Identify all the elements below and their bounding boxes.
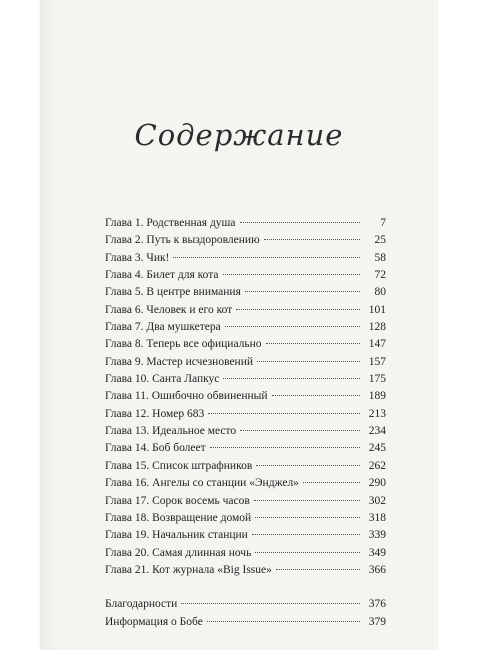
toc-label: Глава 4. Билет для кота	[105, 269, 219, 282]
toc-label: Глава 15. Список штрафников	[105, 459, 253, 472]
toc-label: Глава 3. Чик!	[105, 251, 170, 264]
toc-page-number: 302	[368, 494, 386, 507]
toc-label: Глава 9. Мастер исчезновений	[105, 355, 254, 368]
toc-label: Глава 10. Санта Лапкус	[105, 373, 220, 386]
toc-label: Глава 14. Боб болеет	[105, 442, 206, 455]
toc-page-number: 290	[368, 477, 386, 490]
toc-label: Глава 16. Ангелы со станции «Энджел»	[105, 477, 299, 490]
dot-leader	[240, 430, 360, 431]
toc-row-chapter-7	[105, 319, 386, 336]
table-of-contents	[105, 215, 386, 631]
dot-leader	[256, 465, 360, 466]
toc-row-chapter-20	[105, 545, 386, 562]
dot-leader	[303, 482, 360, 483]
toc-row-chapter-6	[105, 302, 386, 319]
dot-leader	[225, 326, 360, 327]
toc-label: Глава 12. Номер 683	[105, 407, 205, 420]
dot-leader	[173, 257, 360, 258]
toc-page-number: 7	[380, 217, 386, 229]
toc-page-number: 80	[374, 286, 386, 299]
toc-row-chapter-17	[105, 493, 386, 510]
toc-page-number: 213	[368, 407, 386, 420]
dot-leader	[207, 621, 360, 622]
page-title: Содержание	[134, 118, 344, 152]
toc-label: Глава 18. Возвращение домой	[105, 511, 252, 524]
toc-page-number: 72	[374, 269, 386, 282]
toc-label: Глава 5. В центре внимания	[105, 286, 241, 299]
toc-row-chapter-18	[105, 510, 386, 527]
toc-page-number: 147	[368, 338, 386, 351]
toc-page-number: 128	[368, 321, 386, 334]
toc-page-number: 234	[368, 425, 386, 438]
dot-leader	[257, 361, 360, 362]
dot-leader	[255, 517, 360, 518]
dot-leader	[223, 378, 360, 379]
toc-label: Глава 21. Кот журнала «Big Issue»	[105, 563, 272, 576]
dot-leader	[210, 447, 360, 448]
toc-row-chapter-14	[105, 440, 386, 457]
toc-page-number: 339	[368, 529, 386, 542]
toc-page-number: 157	[368, 355, 386, 368]
toc-label: Глава 11. Ошибочно обвиненный	[105, 390, 268, 403]
toc-row-chapter-12	[105, 406, 386, 423]
toc-page-number: 366	[368, 563, 386, 576]
toc-label: Глава 20. Самая длинная ночь	[105, 546, 252, 559]
toc-page-number: 245	[368, 442, 386, 455]
toc-row-chapter-9	[105, 354, 386, 371]
dot-leader	[252, 534, 360, 535]
toc-row-chapter-21	[105, 562, 386, 579]
section-gap	[105, 579, 386, 596]
toc-page-number: 101	[368, 303, 386, 316]
toc-label: Благодарности	[105, 598, 178, 611]
toc-row-acknowledgements	[105, 596, 386, 613]
dot-leader	[276, 569, 360, 570]
toc-label: Глава 2. Путь к выздоровлению	[105, 234, 260, 247]
toc-row-chapter-15	[105, 458, 386, 475]
toc-row-chapter-10	[105, 371, 386, 388]
dot-leader	[266, 343, 360, 344]
dot-leader	[255, 552, 360, 553]
toc-label: Информация о Бобе	[105, 615, 203, 628]
toc-label: Глава 7. Два мушкетера	[105, 321, 221, 334]
toc-label: Глава 1. Родственная душа	[105, 217, 236, 229]
toc-row-chapter-8	[105, 336, 386, 353]
dot-leader	[236, 309, 360, 310]
toc-row-chapter-11	[105, 388, 386, 405]
toc-label: Глава 19. Начальник станции	[105, 529, 248, 542]
toc-page-number: 175	[368, 373, 386, 386]
dot-leader	[181, 603, 360, 604]
dot-leader	[272, 395, 360, 396]
toc-row-chapter-19	[105, 527, 386, 544]
toc-page-number: 349	[368, 546, 386, 559]
toc-page-number: 262	[368, 459, 386, 472]
toc-row-chapter-1	[105, 215, 386, 232]
toc-row-chapter-16	[105, 475, 386, 492]
toc-page-number: 58	[374, 251, 386, 264]
toc-row-about-bob	[105, 614, 386, 631]
toc-page-number: 189	[368, 390, 386, 403]
dot-leader	[254, 500, 360, 501]
dot-leader	[240, 222, 361, 223]
toc-label: Глава 13. Идеальное место	[105, 425, 237, 438]
toc-label: Глава 8. Теперь все официально	[105, 338, 262, 351]
dot-leader	[264, 239, 360, 240]
toc-row-chapter-3	[105, 250, 386, 267]
toc-page-number: 376	[368, 598, 386, 611]
book-page	[40, 0, 438, 650]
toc-label: Глава 17. Сорок восемь часов	[105, 494, 250, 507]
dot-leader	[223, 274, 360, 275]
toc-page-number: 379	[368, 615, 386, 628]
toc-row-chapter-4	[105, 267, 386, 284]
toc-page-number: 318	[368, 511, 386, 524]
toc-row-chapter-2	[105, 232, 386, 249]
toc-row-chapter-13	[105, 423, 386, 440]
dot-leader	[208, 413, 360, 414]
toc-page-number: 25	[374, 234, 386, 247]
toc-row-chapter-5	[105, 284, 386, 301]
toc-label: Глава 6. Человек и его кот	[105, 303, 233, 316]
dot-leader	[245, 291, 360, 292]
